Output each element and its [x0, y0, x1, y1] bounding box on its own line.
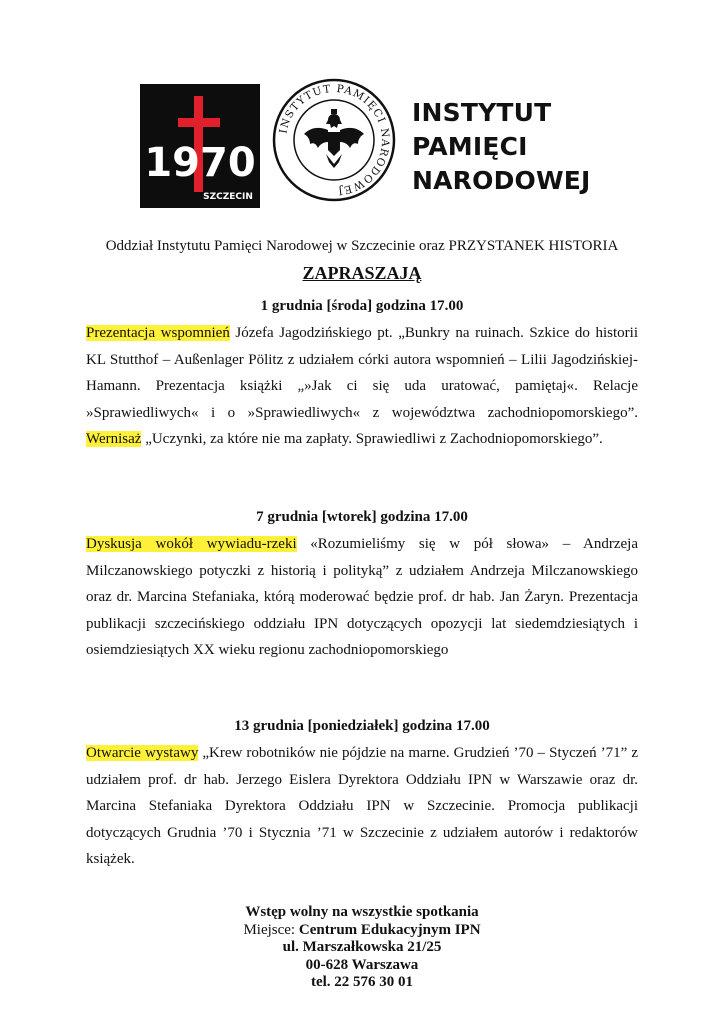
place-line: [0, 922, 724, 940]
seal-text: INSTYTUT PAMIĘCI NARODOWEJ: [277, 82, 392, 197]
header-logos: [0, 78, 724, 218]
event-text-3: „Krew robotników nie pójdzie na marne. Grudzień ’70 – Styczeń ’71” z udziałem prof. dr hab. Jerzego Eislera Dyrektora Oddziału IPN w Warszawie oraz dr. Marcina Stefaniaka Dyrektora Oddziału IPN w Szczecinie. Promocja publikacji dotyczących Grudnia ’70 i Stycznia ’71 w Szczecinie z udziałem autorów i redaktorów książek.: [86, 745, 638, 867]
event-highlight-1b: Wernisaż: [86, 431, 142, 447]
event-highlight-2: Dyskusja wokół wywiadu-rzeki: [86, 536, 297, 552]
logo-year-text: 1970: [144, 140, 256, 186]
invite-heading: ZAPRASZAJĄ: [302, 263, 422, 283]
event-date-2: 7 grudnia [wtorek] godzina 17.00: [256, 509, 468, 525]
event-text-1a: Józefa Jagodzińskiego pt. „Bunkry na ruinach. Szkice do historii KL Stutthof – Außenlager Pölitz z udziałem córki autora wspomnień – Lilii Jagodzińskiej-Hamann. Prezentacja książki „»Jak ci się uda uratować, pamiętaj«. Relacje »Sprawiedliwych« i o »Sprawiedliwych« z województwa zachodniopomorskiego”.: [86, 325, 638, 421]
institute-name: [412, 96, 591, 198]
event-description-3: [86, 740, 638, 873]
event-description-2: [86, 531, 638, 664]
institute-line-3: NARODOWEJ: [412, 166, 591, 195]
phone-number: tel. 22 576 30 01: [310, 974, 414, 990]
event-highlight-1: Prezentacja wspomnień: [86, 325, 230, 341]
city-postcode: 00-628 Warszawa: [305, 956, 419, 973]
street-address: ul. Marszałkowska 21/25: [282, 939, 442, 955]
event-highlight-3: Otwarcie wystawy: [86, 745, 199, 761]
eagle-icon: [304, 109, 364, 168]
event-text-2: «Rozumieliśmy się w pół słowa» – Andrzeja Milczanowskiego potyczki z historią i polityką” z udziałem Andrzeja Milczanowskiego oraz dr. Marcina Stefaniaka, którą moderować będzie prof. dr hab. Jan Żaryn. Prezentacja publikacji szczecińskiego oddziału IPN dotyczących opozycji lat siedemdziesiątych i osiemdziesiątych XX wieku regionu zachodniopomorskiego: [86, 536, 638, 658]
footer-info: [0, 904, 724, 992]
place-name: Centrum Edukacyjnym IPN: [298, 921, 481, 938]
place-label: Miejsce:: [243, 921, 299, 938]
institute-line-2: PAMIĘCI: [412, 132, 528, 161]
event-description-1: [86, 320, 638, 453]
intro-line: Oddział Instytutu Pamięci Narodowej w Szczecinie oraz PRZYSTANEK HISTORIA: [105, 238, 619, 254]
logo-city-text: SZCZECIN: [203, 192, 253, 202]
ipn-seal-eagle: [272, 78, 396, 202]
logo-1970-szczecin: [140, 84, 260, 208]
event-date-1: 1 grudnia [środa] godzina 17.00: [260, 298, 464, 314]
event-text-1b: „Uczynki, za które nie ma zapłaty. Sprawiedliwi z Zachodniopomorskiego”.: [141, 431, 603, 447]
entry-note: Wstęp wolny na wszystkie spotkania: [245, 904, 479, 920]
event-date-3: 13 grudnia [poniedziałek] godzina 17.00: [234, 718, 490, 734]
institute-line-1: INSTYTUT: [412, 98, 552, 127]
